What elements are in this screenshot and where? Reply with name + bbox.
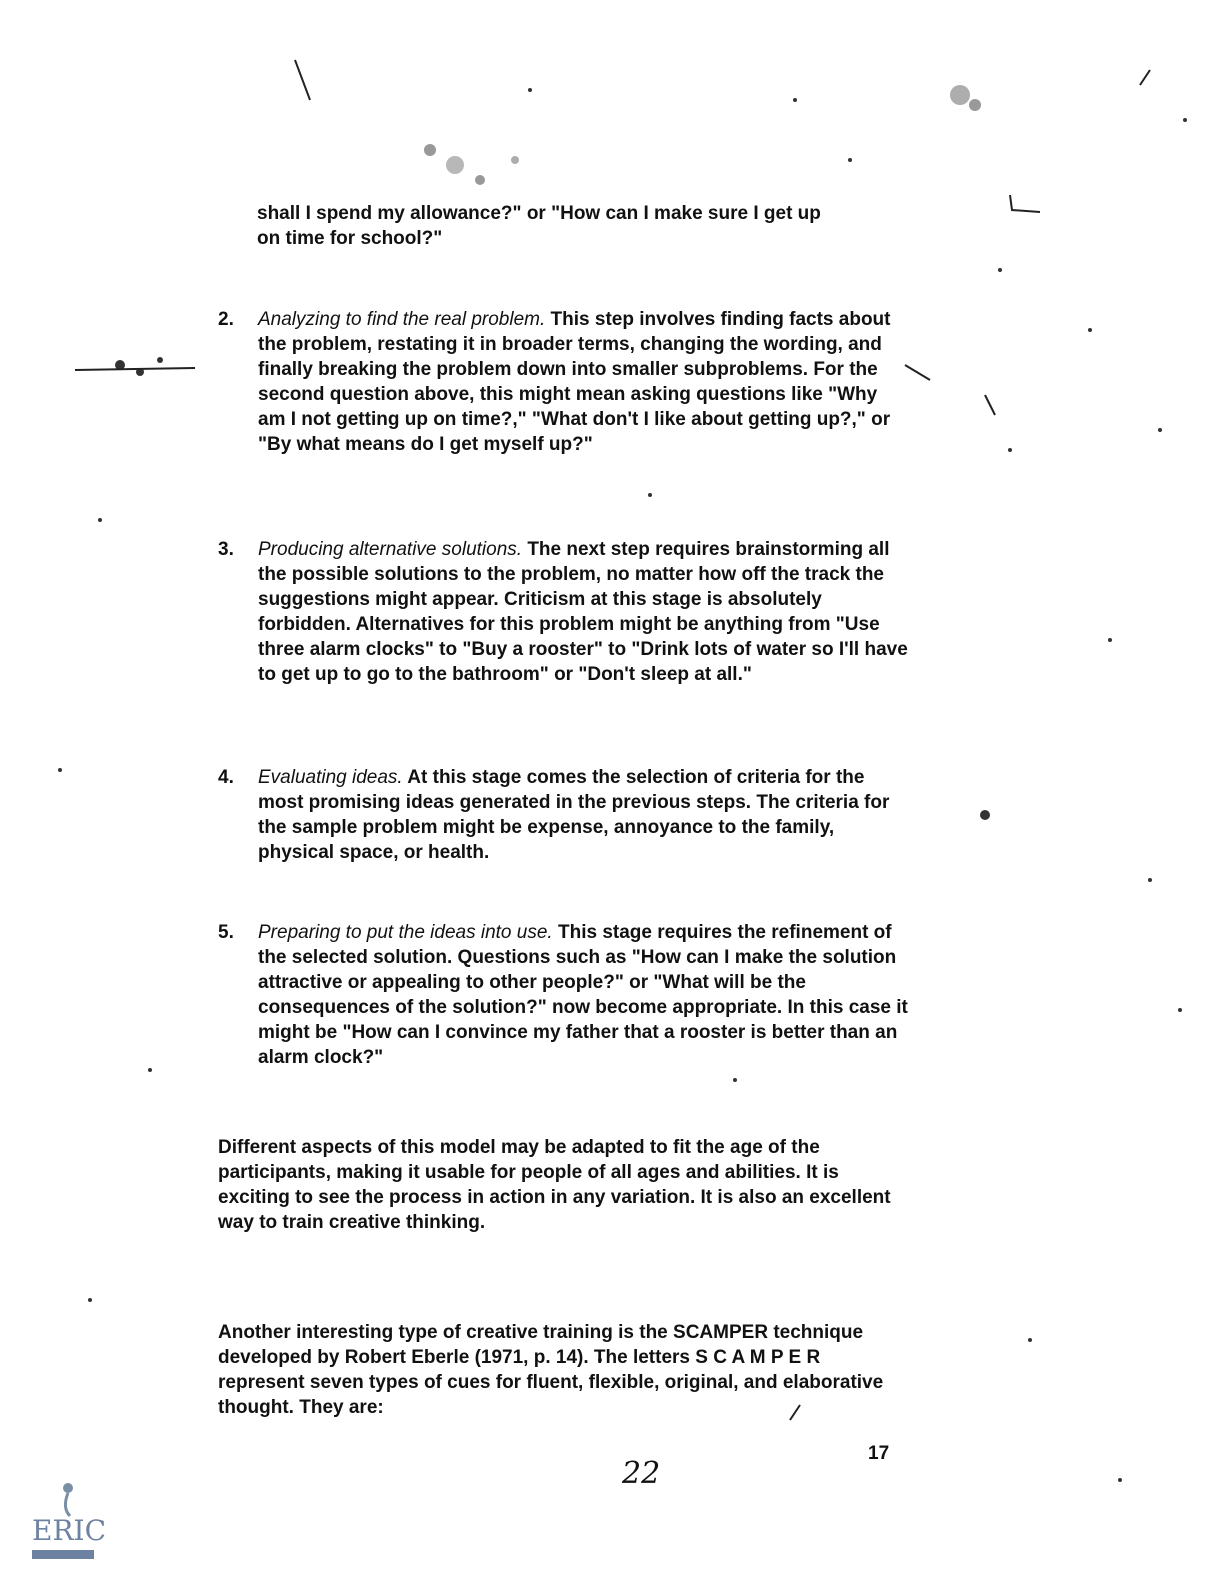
step-body (258, 307, 908, 457)
eric-logo (28, 1478, 107, 1568)
eric-logo-icon (28, 1478, 107, 1568)
step-text: The next step requires brainstorming all the possible solutions to the problem, no matter how off the track the suggestions might appear. Criticism at this stage is absolutely forbidden. Alternatives for this problem might be anything from "Use three alarm clocks" to "Buy a rooster" to "Drink lots of water so I'll have to get up to go to the bathroom" or "Don't sleep at all." (258, 539, 908, 685)
step-number: 3. (218, 539, 234, 560)
continuation-line-1: shall I spend my allowance?" or "How can I make sure I get up (257, 203, 821, 224)
step-text: At this stage comes the selection of criteria for the most promising ideas generated in the previous steps. The criteria for the sample problem might be expense, annoyance to the family, physical space, or health. (258, 767, 890, 863)
page-number: 17 (868, 1443, 890, 1464)
continuation-line-2: on time for school?" (257, 228, 443, 249)
svg-text:ERIC: ERIC (32, 1514, 107, 1547)
step-heading: Analyzing to find the real problem. (258, 309, 546, 330)
step-heading: Evaluating ideas. (258, 767, 403, 788)
step-number: 4. (218, 767, 234, 788)
body-paragraph: Different aspects of this model may be adapted to fit the age of the participants, making it usable for people of all ages and abilities. It is exciting to see the process in action in any variation. It is also an excellent way to train creative thinking. (218, 1137, 891, 1233)
step-text: This step involves finding facts about the problem, restating it in broader terms, changing the wording, and finally breaking the problem down into smaller subproblems. For the second question above, this might mean asking questions like "Why am I not getting up on time?," "What don't I like about getting up?," or "By what means do I get myself up?" (258, 309, 891, 455)
handwritten-page-number: 22 (622, 1456, 661, 1491)
step-body (258, 920, 908, 1070)
step-heading: Preparing to put the ideas into use. (258, 922, 553, 943)
step-body (258, 765, 908, 865)
step-text: This stage requires the refinement of the selected solution. Questions such as "How can I make the solution attractive or appealing to other people?" or "What will be the consequences of the solution?" now become appropriate. In this case it might be "How can I convince my father that a rooster is better than an alarm clock?" (258, 922, 908, 1068)
step-number: 2. (218, 309, 234, 330)
step-number: 5. (218, 922, 234, 943)
step-body (258, 537, 908, 687)
body-paragraph: Another interesting type of creative training is the SCAMPER technique developed by Robert Eberle (1971, p. 14). The letters S C A M P E R represent seven types of cues for fluent, flexible, original, and elaborative thought. They are: (218, 1322, 884, 1418)
step-heading: Producing alternative solutions. (258, 539, 523, 560)
